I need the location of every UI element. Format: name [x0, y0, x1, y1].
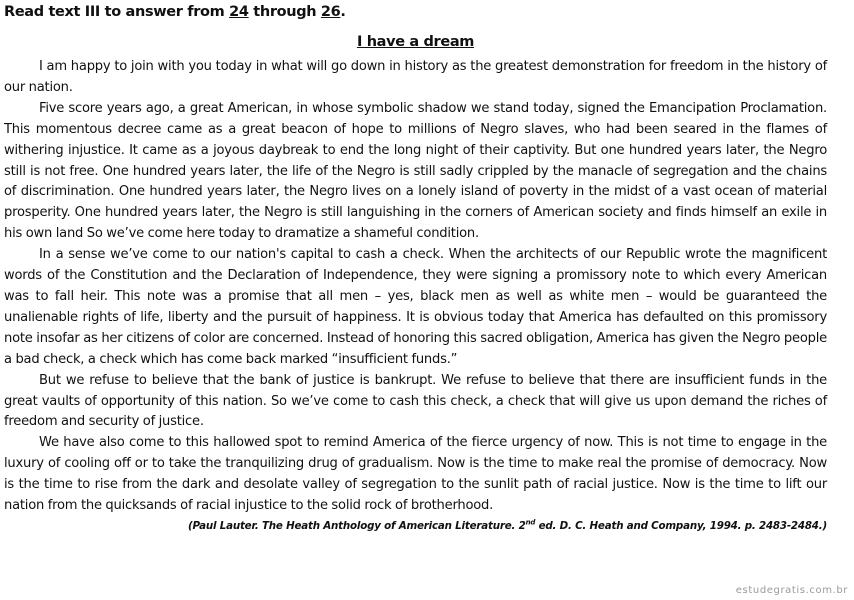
- paragraph-5: We have also come to this hallowed spot to remind America of the fierce urgency of now. This is not time to engage in the luxury of cooling off or to take the tranquilizing drug of gradualism. Now is the time to make real the promise of democracy. Now is the time to rise from the dark and desolate valley of segregation to the sunlit path of racial justice. Now is the time to lift our nation from the quicksands of racial injustice to the solid rock of brotherhood.: [4, 435, 827, 514]
- citation-rest: ed. D. C. Heath and Company, 1994. p. 2483-2484.): [535, 519, 827, 532]
- paragraph-1: I am happy to join with you today in what will go down in history as the greatest demonstration for freedom in the history of our nation.: [4, 59, 827, 95]
- paragraph-3: In a sense we’ve come to our nation's capital to cash a check. When the architects of our Republic wrote the magnificent words of the Constitution and the Declaration of Independence, they were signing a promissory note to which every American was to fall heir. This note was a promise that all men – yes, black men as well as white men – would be guaranteed the unalienable rights of life, liberty and the pursuit of happiness. It is obvious today that America has defaulted on this promissory note insofar as her citizens of color are concerned. Instead of honoring this sacred obligation, America has given the Negro people a bad check, a check which has come back marked “insufficient funds.”: [4, 247, 827, 367]
- site-watermark: estudegratis.com.br: [735, 585, 848, 596]
- citation-main: (Paul Lauter. The Heath Anthology of American Literature. 2: [187, 519, 526, 532]
- document: [4, 0, 827, 535]
- source-citation: [4, 517, 827, 535]
- text-title: I have a dream: [356, 34, 475, 50]
- instruction-to-number: 26: [320, 4, 341, 20]
- paragraph-2: Five score years ago, a great American, in whose symbolic shadow we stand today, signed the Emancipation Proclamation. This momentous decree came as a great beacon of hope to millions of Negro slaves, who had been seared in the flames of withering injustice. It came as a joyous daybreak to end the long night of their captivity. But one hundred years later, the Negro still is not free. One hundred years later, the life of the Negro is still sadly crippled by the manacle of segregation and the chains of discrimination. One hundred years later, the Negro lives on a lonely island of poverty in the midst of a vast ocean of material prosperity. One hundred years later, the Negro is still languishing in the corners of American society and finds himself an exile in his own land So we’ve come here today to dramatize a shameful condition.: [4, 100, 827, 242]
- speech-body: [4, 57, 827, 517]
- citation-superscript: nd: [525, 518, 536, 527]
- instruction-suffix: .: [340, 4, 346, 20]
- instruction-middle: through: [248, 4, 321, 20]
- instruction-from-number: 24: [229, 4, 249, 20]
- instruction-line: [4, 2, 827, 22]
- paragraph-4: But we refuse to believe that the bank of justice is bankrupt. We refuse to believe that there are insufficient funds in the great vaults of opportunity of this nation. So we’ve come to cash this check, a check that will give us upon demand the riches of freedom and security of justice.: [4, 372, 827, 430]
- instruction-prefix: Read text III to answer from: [4, 4, 230, 20]
